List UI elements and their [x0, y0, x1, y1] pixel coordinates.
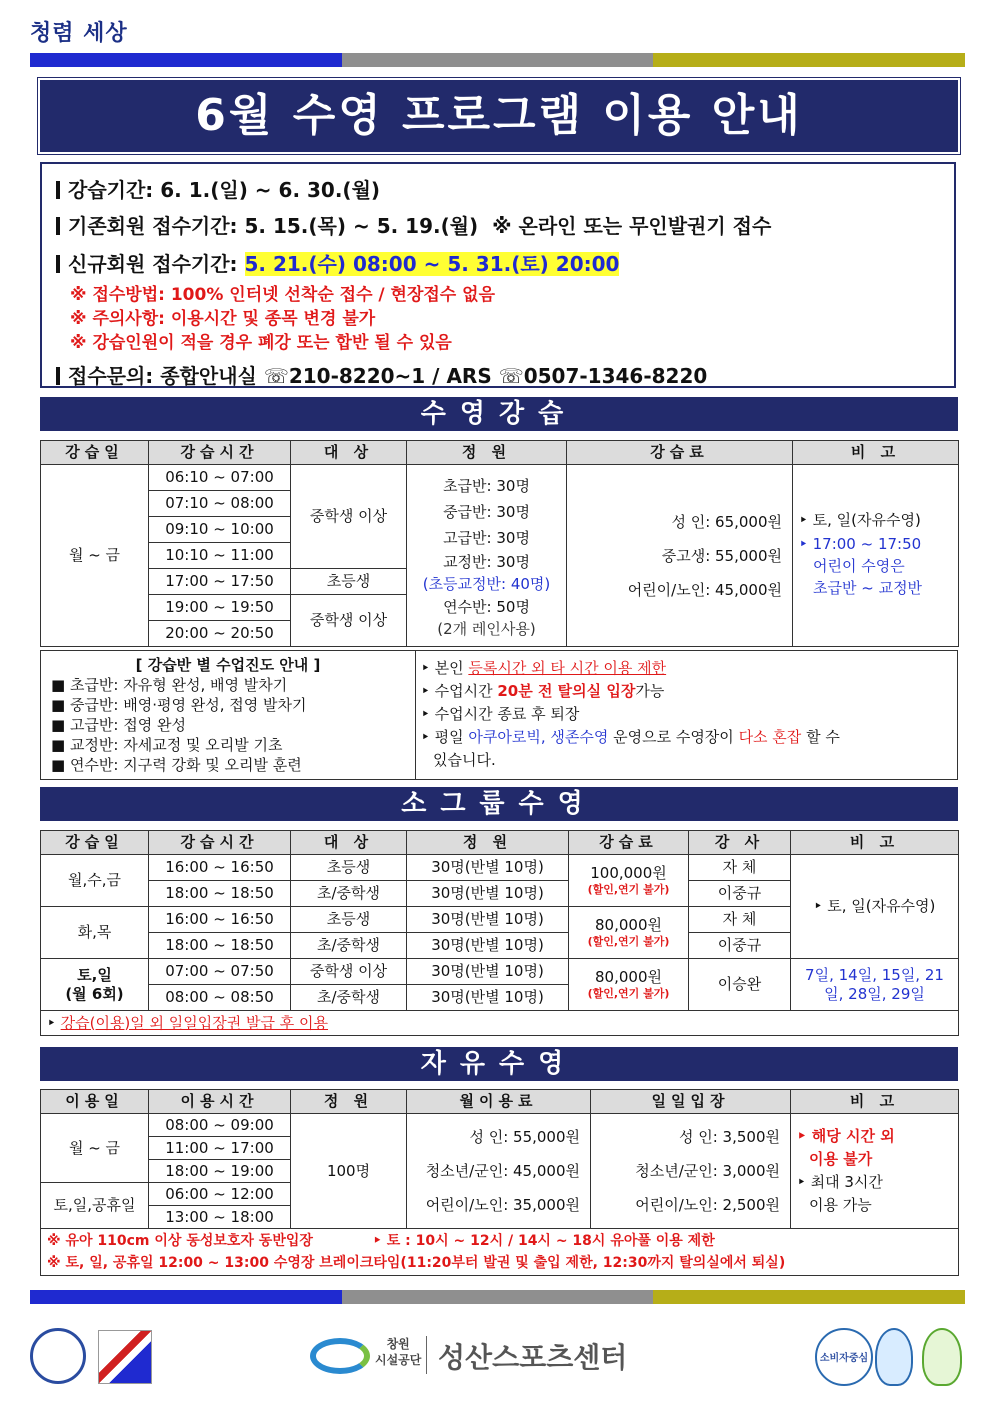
human-rights-logo	[30, 1328, 86, 1384]
small-group-table: 강습일 강습시간 대 상 정 원 강습료 강 사 비 고 월,수,금 16:00 ~ 16:50 초등생 30명(반별 10명) 100,000원 (할인,연기 불가) 자 체 ‣ 토, 일(자유수영) 18:00 ~ 18:50 초/중학생 30명(반별 10명) 이중규 화,목 16:00 ~ 16:50 초등생 30명(반별 10명) 80,000원 (할인,연기 불가) 자 체 18:00 ~ 18:50 초/중학생 30명(반별 10명) 이중규 토,일 (월 6회) 07:00 ~ 07:50 중학생 이상 30명(반별 10명) 80,000원 (할인,연기 불가) 이승완 7일, 14일, 15일, 21일, 28일, 29일 08:00 ~ 08:50 초/중학생 30명(반별 10명) ‣ 강습(이용)일 외 일일입장권 발급 후 이용	[40, 830, 959, 1036]
free-swim-table: 이용일 이용시간 정 원 월이용료 일일입장 비 고 월 ~ 금 08:00 ~ 09:00 100명 성 인: 55,000원 청소년/군인: 45,000원 어린이/노인: 35,000원 성 인: 3,500원 청소년/군인: 3,000원 어린이/노인: 2,500원 ‣ 해당 시간 외 이용 불가 ‣ 최대 3시간 이용 가능 11:00 ~ 17:00 18:00 ~ 19:00 토,일,공휴일 06:00 ~ 12:00 13:00 ~ 18:00 ※ 유아 110cm 이상 동성보호자 동반입장 ‣ 토 : 10시 ~ 12시 / 14시 ~ 18시 유아풀 이용 제한 ※ 토, 일, 공휴일 12:00 ~ 13:00 수영장 브레이크타임(11:20부터 발권 및 출입 제한, 12:30까지 탈의실에서 퇴실)	[40, 1089, 959, 1276]
note-3: ※ 강습인원이 적을 경우 폐강 또는 합반 될 수 있음	[70, 333, 452, 353]
center-name: 성산스포츠센터	[438, 1341, 628, 1374]
mascot-green	[922, 1328, 962, 1386]
org-name: 창원 시설공단	[375, 1337, 422, 1367]
footer-logos	[30, 1328, 965, 1388]
lesson-fees: 성 인: 65,000원 중고생: 55,000원 어린이/노인: 45,000원	[567, 465, 793, 647]
lesson-info-box	[40, 650, 958, 780]
progress-panel: [ 강습반 별 수업진도 안내 ] ■ 초급반: 자유형 완성, 배영 발차기 ■ 중급반: 배영·평영 완성, 접영 발차기 ■ 고급반: 접영 완성 ■ 교정반: 자세교정 및 오리발 기초 ■ 연수반: 지구력 강화 및 오리발 훈련	[41, 651, 416, 779]
note-1: ※ 접수방법: 100% 인터넷 선착순 접수 / 현장접수 없음	[70, 285, 495, 305]
lesson-capacity: 초급반: 30명 중급반: 30명 고급반: 30명 교정반: 30명 (초등교정반: 40명) 연수반: 50명 (2개 레인사용)	[407, 465, 567, 647]
top-logo	[30, 16, 128, 47]
cert-logo	[98, 1330, 152, 1384]
ccm-logo: 소비자중심	[815, 1328, 873, 1386]
section-free-swim: 자유수영	[40, 1047, 958, 1081]
section-small-group: 소그룹수영	[40, 787, 958, 821]
bottom-stripe	[30, 1290, 965, 1304]
period-line: 강습기간: 6. 1.(일) ~ 6. 30.(월)	[56, 174, 380, 203]
new-line: 신규회원 접수기간: 5. 21.(수) 08:00 ~ 5. 31.(토) 20:00	[56, 248, 619, 277]
lessons-table: 강습일 강습시간 대 상 정 원 강습료 비 고 월 ~ 금 06:10 ~ 07:00 중학생 이상 초급반: 30명 중급반: 30명 고급반: 30명 교정반: 30명 (초등교정반: 40명) 연수반: 50명 (2개 레인사용) 성 인: 65,000원 중고생: 55,000원 어린이/노인: 45,000원 ‣ 토, 일(자유수영) ‣ 17:00 ~ 17:50 어린이 수영은 초급반 ~ 교정반 07:10 ~ 08:00 09:10 ~ 10:00 10:10 ~ 11:00 17:00 ~ 17:50 초등생 19:00 ~ 19:50 중학생 이상 20:00 ~ 20:50	[40, 440, 959, 647]
page-title: 6월 수영 프로그램 이용 안내	[40, 80, 958, 152]
top-stripe	[30, 53, 965, 67]
lesson-remarks: ‣ 토, 일(자유수영) ‣ 17:00 ~ 17:50 어린이 수영은 초급반 ~ 교정반	[793, 465, 959, 647]
existing-line: 기존회원 접수기간: 5. 15.(목) ~ 5. 19.(월) ※ 온라인 또는 무인발권기 접수	[56, 210, 771, 239]
section-lessons: 수영강습	[40, 397, 958, 431]
contact-line: 접수문의: 종합안내실 ☏210-8220~1 / ARS ☏0507-1346-8220	[56, 360, 707, 389]
mascot-blue	[875, 1328, 913, 1386]
info-box	[40, 162, 956, 388]
lesson-day: 월 ~ 금	[41, 465, 149, 647]
logo-text: 청렴 세상	[30, 20, 128, 46]
changwon-logo-icon	[310, 1338, 370, 1374]
note-2: ※ 주의사항: 이용시간 및 종목 변경 불가	[70, 309, 376, 329]
rules-panel: ‣ 본인 등록시간 외 타 시간 이용 제한 ‣ 수업시간 20분 전 탈의실 입장가능 ‣ 수업시간 종료 후 퇴장 ‣ 평일 아쿠아로빅, 생존수영 운영으로 수영장이 다소 혼잡 할 수 있습니다.	[421, 659, 840, 769]
